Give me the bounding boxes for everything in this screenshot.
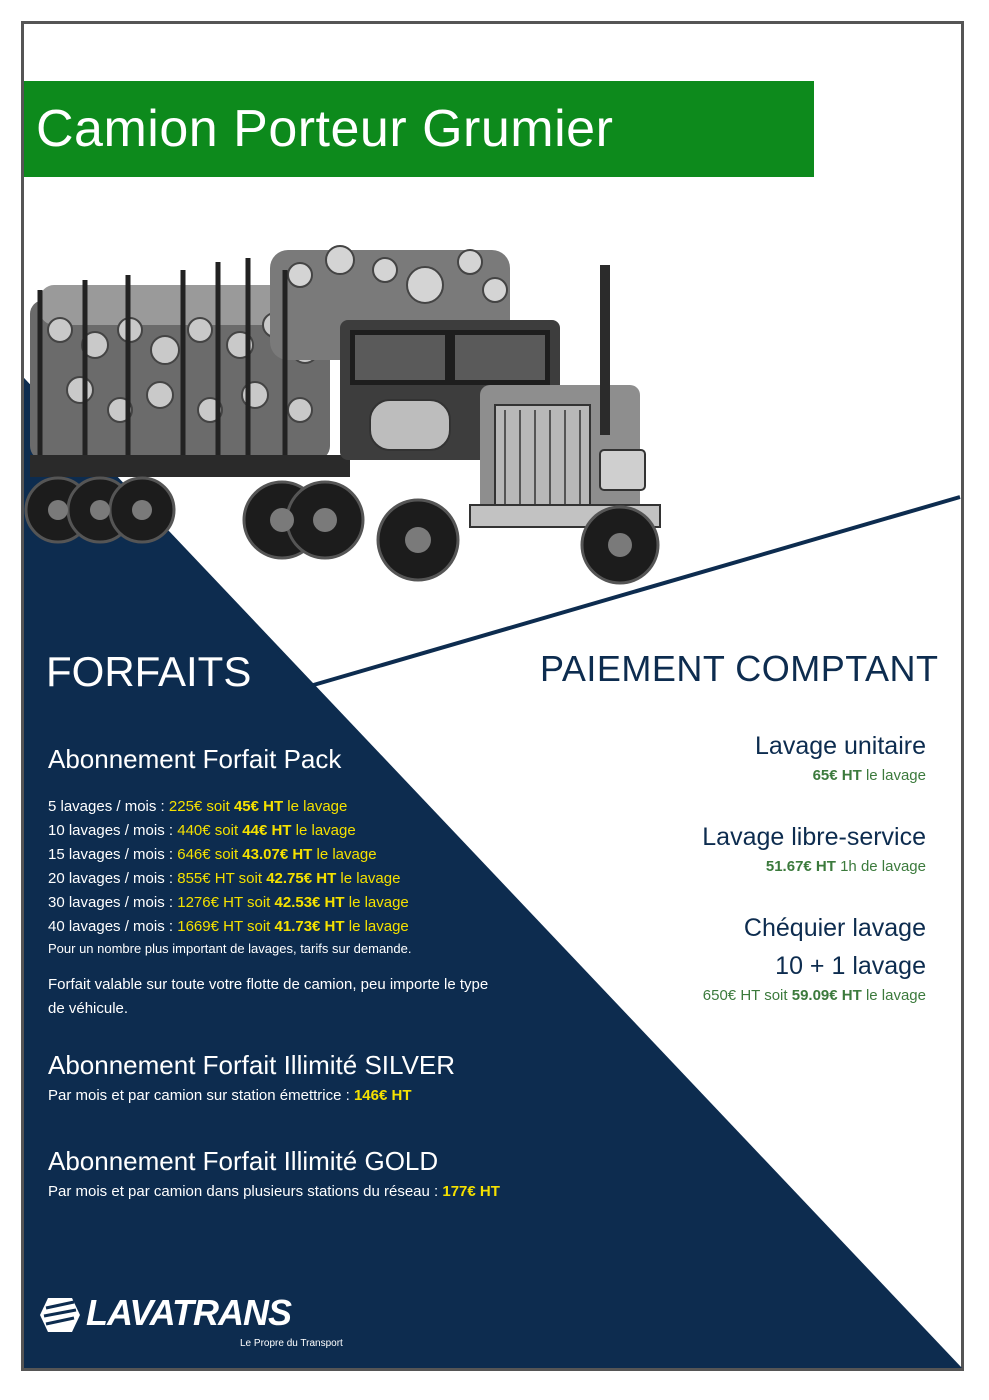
logo-brand: LAVATRANS xyxy=(86,1292,291,1333)
pack-note: Pour un nombre plus important de lavages, tarifs sur demande. xyxy=(48,941,412,956)
unitaire-block: Lavage unitaire 65€ HT le lavage xyxy=(755,732,926,784)
forfaits-heading: FORFAITS xyxy=(46,648,252,695)
pack-row: 15 lavages / mois : 646€ soit 43.07€ HT le lavage xyxy=(48,846,377,863)
gold-text: Par mois et par camion dans plusieurs stations du réseau : 177€ HT xyxy=(48,1183,500,1200)
silver-title: Abonnement Forfait Illimité SILVER xyxy=(48,1050,456,1080)
chequier-price: 59.09€ HT xyxy=(791,987,862,1004)
libre-price: 51.67€ HT xyxy=(765,858,836,875)
pack-row: 5 lavages / mois : 225€ soit 45€ HT le lavage xyxy=(48,798,348,815)
fleet-note: Forfait valable sur toute votre flotte de camion, peu importe le type de véhicule. xyxy=(48,976,489,1017)
title-band xyxy=(24,81,814,177)
pack-row: 20 lavages / mois : 855€ HT soit 42.75€ HT le lavage xyxy=(48,870,401,887)
unitaire-title: Lavage unitaire xyxy=(755,732,926,760)
pack-row: 30 lavages / mois : 1276€ HT soit 42.53€ HT le lavage xyxy=(48,894,409,911)
logo-tagline: Le Propre du Transport xyxy=(240,1338,343,1349)
chequier-block: Chéquier lavage 10 + 1 lavage 650€ HT soit 59.09€ HT le lavage xyxy=(702,914,926,1004)
unitaire-price: 65€ HT xyxy=(812,767,862,784)
libre-block: Lavage libre-service 51.67€ HT 1h de lavage xyxy=(702,823,926,875)
page-title: Camion Porteur Grumier xyxy=(36,100,614,158)
pack-title: Abonnement Forfait Pack xyxy=(48,744,342,774)
gold-price: 177€ HT xyxy=(442,1183,500,1200)
silver-price: 146€ HT xyxy=(353,1087,412,1104)
chequier-title: Chéquier lavage xyxy=(743,914,926,942)
pack-list xyxy=(48,795,608,1021)
comptant-heading: PAIEMENT COMPTANT xyxy=(540,648,939,689)
libre-title: Lavage libre-service xyxy=(702,823,926,851)
log-truck-photo xyxy=(26,246,660,583)
lavatrans-logo-icon xyxy=(40,1298,80,1332)
pack-row: 10 lavages / mois : 440€ soit 44€ HT le lavage xyxy=(48,822,356,839)
gold-title: Abonnement Forfait Illimité GOLD xyxy=(48,1146,439,1176)
lavatrans-logo xyxy=(40,1292,360,1356)
silver-text: Par mois et par camion sur station émettrice : 146€ HT xyxy=(48,1087,412,1104)
pack-row: 40 lavages / mois : 1669€ HT soit 41.73€ HT le lavage xyxy=(48,918,409,935)
chequier-subtitle: 10 + 1 lavage xyxy=(775,952,926,980)
